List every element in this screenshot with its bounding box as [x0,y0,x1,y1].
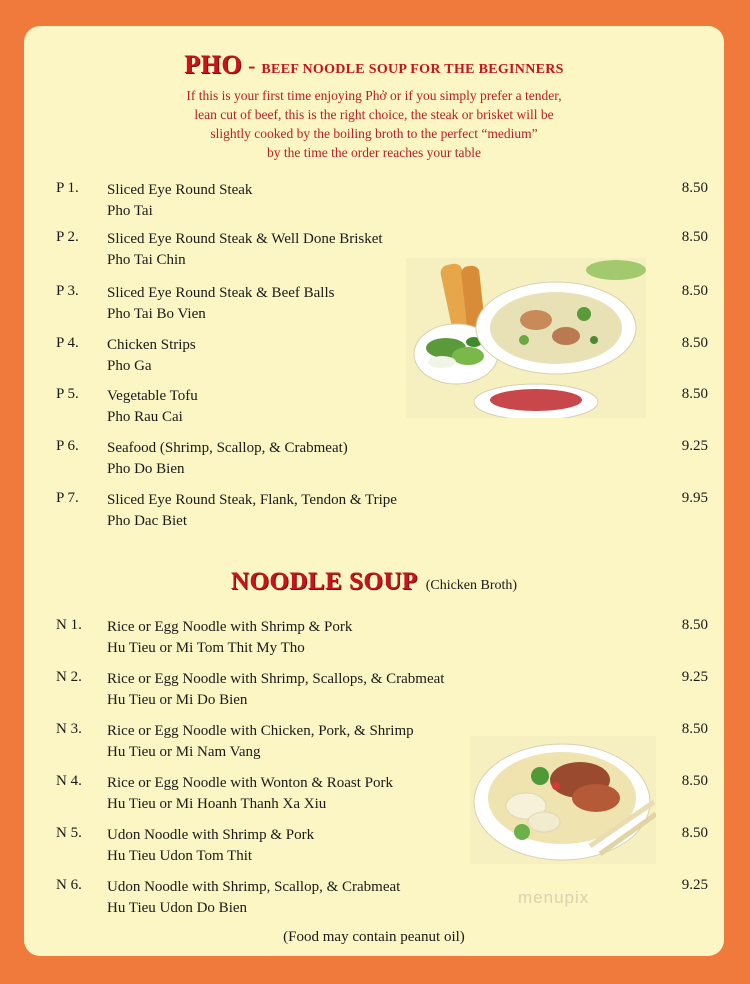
item-vietnamese-name: Pho Tai Bo Vien [107,306,206,322]
item-code: N 6. [56,877,82,893]
item-code: P 2. [56,229,79,245]
item-name: Udon Noodle with Shrimp & Pork [107,827,315,843]
item-price: 9.25 [681,877,708,893]
item-vietnamese-name: Pho Rau Cai [107,409,183,425]
intro-line: lean cut of beef, this is the right choice, the steak or brisket will be [194,107,554,122]
item-vietnamese-name: Hu Tieu or Mi Nam Vang [107,744,261,760]
item-price: 8.50 [681,386,708,402]
menu-item-p7 [24,490,724,536]
item-code: P 4. [56,335,79,351]
pho-section-header [24,50,724,80]
item-code: N 2. [56,669,82,685]
item-code: N 4. [56,773,82,789]
item-price: 9.95 [681,490,708,506]
item-price: 9.25 [681,438,708,454]
intro-line: slightly cooked by the boiling broth to the perfect “medium” [210,126,538,141]
item-price: 8.50 [681,721,708,737]
item-name: Sliced Eye Round Steak [107,182,253,198]
peanut-oil-footnote: (Food may contain peanut oil) [283,929,465,945]
noodle-section-header [24,568,724,596]
item-code: P 6. [56,438,79,454]
item-name: Udon Noodle with Shrimp, Scallop, & Crabmeat [107,879,401,895]
item-name: Rice or Egg Noodle with Shrimp & Pork [107,619,353,635]
item-vietnamese-name: Pho Dac Biet [107,513,187,529]
item-price: 8.50 [681,180,708,196]
pho-subtitle: BEEF NOODLE SOUP FOR THE BEGINNERS [261,62,564,77]
item-price: 8.50 [681,283,708,299]
item-vietnamese-name: Pho Tai [107,203,153,219]
item-vietnamese-name: Pho Ga [107,358,152,374]
pho-intro [114,86,634,162]
item-price: 8.50 [681,773,708,789]
item-price: 8.50 [681,335,708,351]
item-name: Rice or Egg Noodle with Shrimp, Scallops, & Crabmeat [107,671,445,687]
item-name: Sliced Eye Round Steak & Beef Balls [107,285,335,301]
noodle-bowl-photo [470,736,656,864]
item-code: N 3. [56,721,82,737]
item-vietnamese-name: Hu Tieu Udon Do Bien [107,900,248,916]
menu-panel [24,26,724,956]
menu-item-n1 [24,617,724,663]
item-vietnamese-name: Hu Tieu Udon Tom Thit [107,848,253,864]
item-name: Rice or Egg Noodle with Wonton & Roast Pork [107,775,393,791]
title-dash: - [248,53,256,78]
menu-item-p1 [24,180,724,226]
item-code: P 1. [56,180,79,196]
item-vietnamese-name: Pho Do Bien [107,461,185,477]
item-code: P 3. [56,283,79,299]
item-price: 8.50 [681,617,708,633]
item-code: P 5. [56,386,79,402]
item-price: 8.50 [681,825,708,841]
menupix-watermark: menupix [518,888,590,907]
item-price: 9.25 [681,669,708,685]
item-name: Sliced Eye Round Steak & Well Done Brisket [107,231,383,247]
noodle-broth-note: (Chicken Broth) [425,578,518,593]
menu-item-n6 [24,877,724,923]
item-vietnamese-name: Hu Tieu or Mi Hoanh Thanh Xa Xiu [107,796,327,812]
item-vietnamese-name: Pho Tai Chin [107,252,186,268]
pho-bowl-photo [406,258,646,418]
intro-line: by the time the order reaches your table [266,145,482,160]
item-vietnamese-name: Hu Tieu or Mi Tom Thit My Tho [107,640,305,656]
intro-line: If this is your first time enjoying Phở or if you simply prefer a tender, [186,88,562,103]
item-name: Sliced Eye Round Steak, Flank, Tendon & Tripe [107,492,397,508]
item-code: N 5. [56,825,82,841]
item-name: Chicken Strips [107,337,196,353]
menu-item-n2 [24,669,724,715]
menu-item-p6 [24,438,724,484]
item-name: Seafood (Shrimp, Scallop, & Crabmeat) [107,440,348,456]
item-name: Rice or Egg Noodle with Chicken, Pork, & Shrimp [107,723,414,739]
item-vietnamese-name: Hu Tieu or Mi Do Bien [107,692,248,708]
noodle-soup-title: NOODLE SOUP [230,568,418,595]
item-name: Vegetable Tofu [107,388,198,404]
item-code: P 7. [56,490,79,506]
item-price: 8.50 [681,229,708,245]
item-code: N 1. [56,617,82,633]
pho-title: PHO [184,50,243,79]
